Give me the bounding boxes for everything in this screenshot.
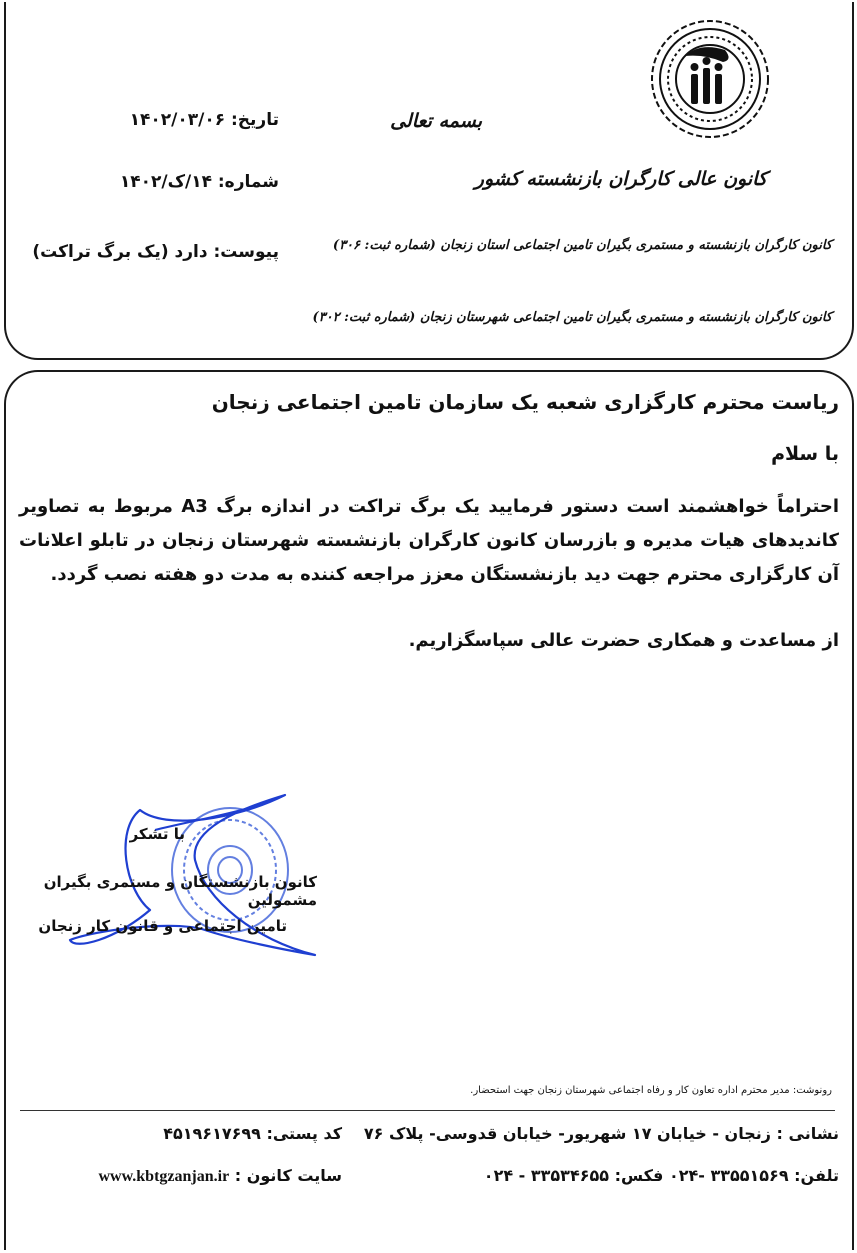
sign-org-line1: کانون بازنشستگان و مستمری بگیران مشمولین — [43, 873, 317, 909]
postal-value: ۴۵۱۹۶۱۷۶۹۹ — [163, 1124, 261, 1143]
body-paragraph: احتراماً خواهشمند است دستور فرمایید یک برگ تراکت در اندازه برگ A3 مربوط به تصاویر کاندیدهای هیات مدیره و بازرسان کانون کارگران بازنشسته شهرستان زنجان در تابلو اعلانات آن کارگزاری محترم جهت دید بازنشستگان معزز مراجعه کننده به مدت دو هفته نصب گردد. — [19, 496, 839, 585]
sign-org-line2: تامین اجتماعی و قانون کار زنجان — [38, 917, 287, 935]
letter-number — [120, 172, 279, 192]
website — [99, 1166, 343, 1186]
postal-code — [163, 1124, 342, 1143]
invocation: بسمه تعالی — [390, 110, 482, 132]
sign-thanks: با تشکر — [129, 825, 185, 843]
carbon-copy-note: رونوشت: مدیر محترم اداره تعاون کار و رفاه اجتماعی شهرستان زنجان جهت استحضار. — [470, 1085, 832, 1096]
website-label: سایت کانون : — [234, 1166, 342, 1185]
address: نشانی : زنجان - خیابان ۱۷ شهریور- خیابان قدوسی- پلاک ۷۶ — [363, 1124, 839, 1143]
number-value: ۱۴/ک/۱۴۰۲ — [119, 172, 212, 192]
date-label: تاریخ: — [231, 110, 279, 130]
website-url[interactable]: www.kbtgzanjan.ir — [98, 1168, 230, 1185]
org-province-registration: (شماره ثبت: ۳۰۶) — [332, 238, 436, 253]
letter-attachment — [32, 242, 279, 262]
org-county-name: کانون کارگران بازنشسته و مستمری بگیران تامین اجتماعی شهرستان زنجان — [419, 310, 832, 325]
phone-fax: تلفن: ۳۳۵۵۱۵۶۹ -۰۲۴ فکس: ۳۳۵۳۴۶۵۵ - ۰۲۴ — [483, 1166, 839, 1185]
attachment-label: پیوست: — [213, 242, 279, 262]
org-county-line — [312, 310, 832, 325]
org-county-registration: (شماره ثبت: ۳۰۲) — [312, 310, 416, 325]
footer-divider — [20, 1110, 835, 1111]
org-province-line — [333, 238, 832, 253]
closing-line: از مساعدت و همکاری حضرت عالی سپاسگزاریم. — [408, 630, 839, 651]
org-national-name: کانون عالی کارگران بازنشسته کشور — [474, 168, 767, 190]
attachment-value: دارد (یک برگ تراکت) — [32, 242, 208, 262]
date-value: ۱۴۰۲/۰۳/۰۶ — [129, 110, 226, 130]
greeting: با سلام — [771, 443, 839, 465]
postal-label: کد پستی: — [266, 1124, 342, 1143]
addressee: ریاست محترم کارگزاری شعبه یک سازمان تامین اجتماعی زنجان — [211, 390, 839, 414]
org-province-name: کانون کارگران بازنشسته و مستمری بگیران تامین اجتماعی استان زنجان — [440, 238, 832, 253]
organization-logo — [645, 14, 775, 144]
letter-date — [130, 110, 279, 130]
number-label: شماره: — [217, 172, 279, 192]
